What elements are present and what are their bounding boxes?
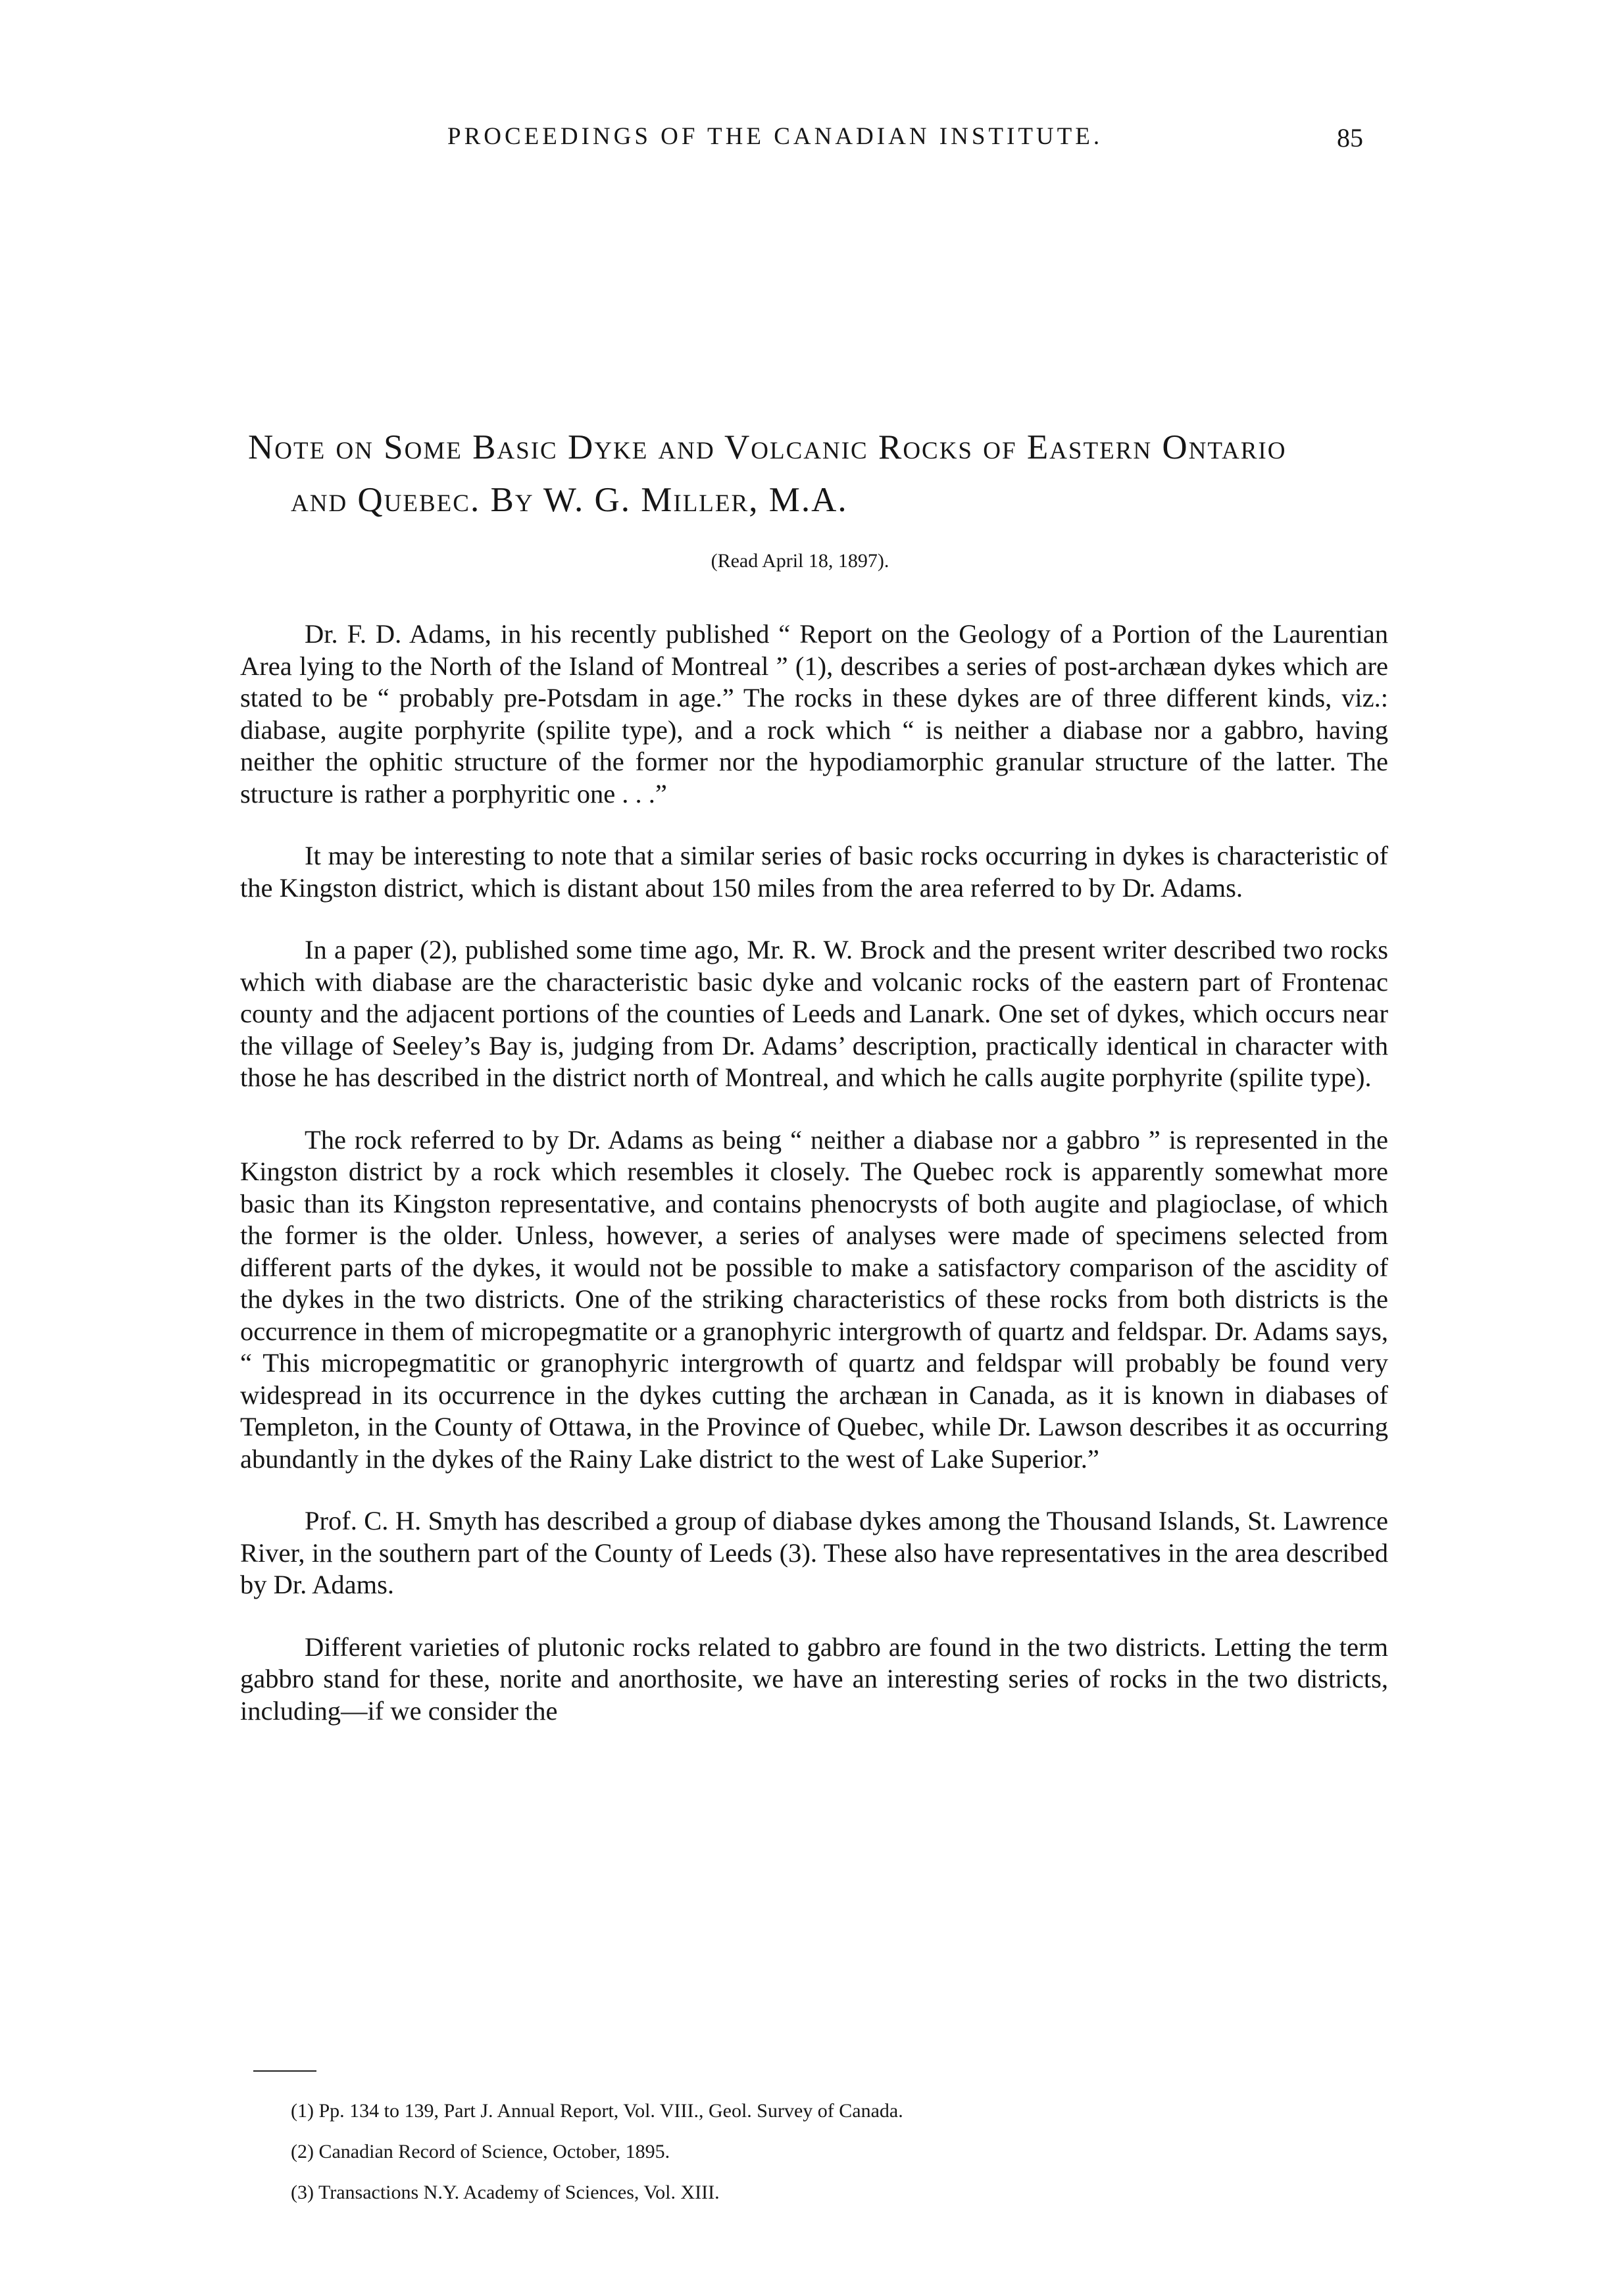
footnote: (1) Pp. 134 to 139, Part J. Annual Report, Vol. VIII., Geol. Survey of Canada. (291, 2100, 903, 2122)
article-body (240, 618, 1388, 1757)
paragraph: In a paper (2), published some time ago, Mr. R. W. Brock and the present writer described two rocks which with diabase are the characteristic basic dyke and volcanic rocks of the eastern part of Frontenac county and the adjacent portions of the counties of Leeds and Lanark. One set of dykes, which occurs near the village of Seeley’s Bay is, judging from Dr. Adams’ description, practically identical in character with those he has described in the district north of Montreal, and which he calls augite porphyrite (spilite type). (240, 935, 1388, 1092)
paragraph: Dr. F. D. Adams, in his recently published “ Report on the Geology of a Portion of the Laurentian Area lying to the North of the Island of Montreal ” (1), describes a series of post-archæan dykes which are stated to be “ probably pre-Potsdam in age.” The rocks in these dykes are of three different kinds, viz.: diabase, augite porphyrite (spilite type), and a rock which “ is neither a diabase nor a gabbro, having neither the ophitic structure of the former nor the hypodiamorphic granular structure of the latter. The structure is rather a porphyritic one . . .” (240, 619, 1388, 809)
article-title-line-1: Note on Some Basic Dyke and Volcanic Rocks of Eastern Ontario (248, 428, 1287, 466)
page-header (0, 122, 1600, 162)
article-title-line-2: and Quebec. By W. G. Miller, M.A. (291, 481, 848, 519)
page-number: 85 (1337, 123, 1363, 153)
footnote-divider (253, 2070, 316, 2072)
article-title (248, 421, 1406, 526)
paragraph: The rock referred to by Dr. Adams as being “ neither a diabase nor a gabbro ” is represented in the Kingston district by a rock which resembles it closely. The Quebec rock is apparently somewhat more basic than its Kingston representative, and contains phenocrysts of both augite and plagioclase, of which the former is the older. Unless, however, a series of analyses were made of specimens selected from different parts of the dykes, it would not be possible to make a satisfactory comparison of the ascidity of the dykes in the two districts. One of the striking characteristics of these rocks from both districts is the occurrence in them of micropegmatite or a granophyric intergrowth of quartz and feldspar. Dr. Adams says, “ This micropegmatitic or granophyric intergrowth of quartz and feldspar will probably be found very widespread in its occurrence in the dykes cutting the archæan in Canada, as it is known in diabases of Templeton, in the County of Ottawa, in the Province of Quebec, while Dr. Lawson describes it as occurring abundantly in the dykes of the Rainy Lake district to the west of Lake Superior.” (240, 1124, 1388, 1474)
paragraph: Different varieties of plutonic rocks related to gabbro are found in the two districts. Letting the term gabbro stand for these, norite and anorthosite, we have an interesting series of rocks in the two districts, including—if we consider the (240, 1632, 1388, 1726)
read-date: (Read April 18, 1897). (711, 550, 889, 572)
footnote: (3) Transactions N.Y. Academy of Sciences, Vol. XIII. (291, 2182, 720, 2203)
footnote: (2) Canadian Record of Science, October, 1895. (291, 2141, 670, 2162)
running-head: PROCEEDINGS OF THE CANADIAN INSTITUTE. (447, 123, 1103, 150)
footnotes (291, 2091, 1278, 2213)
paragraph: It may be interesting to note that a similar series of basic rocks occurring in dykes is characteristic of the Kingston district, which is distant about 150 miles from the area referred to by Dr. Adams. (240, 841, 1388, 903)
paragraph: Prof. C. H. Smyth has described a group of diabase dykes among the Thousand Islands, St. Lawrence River, in the southern part of the County of Leeds (3). These also have representatives in the area described by Dr. Adams. (240, 1506, 1388, 1599)
